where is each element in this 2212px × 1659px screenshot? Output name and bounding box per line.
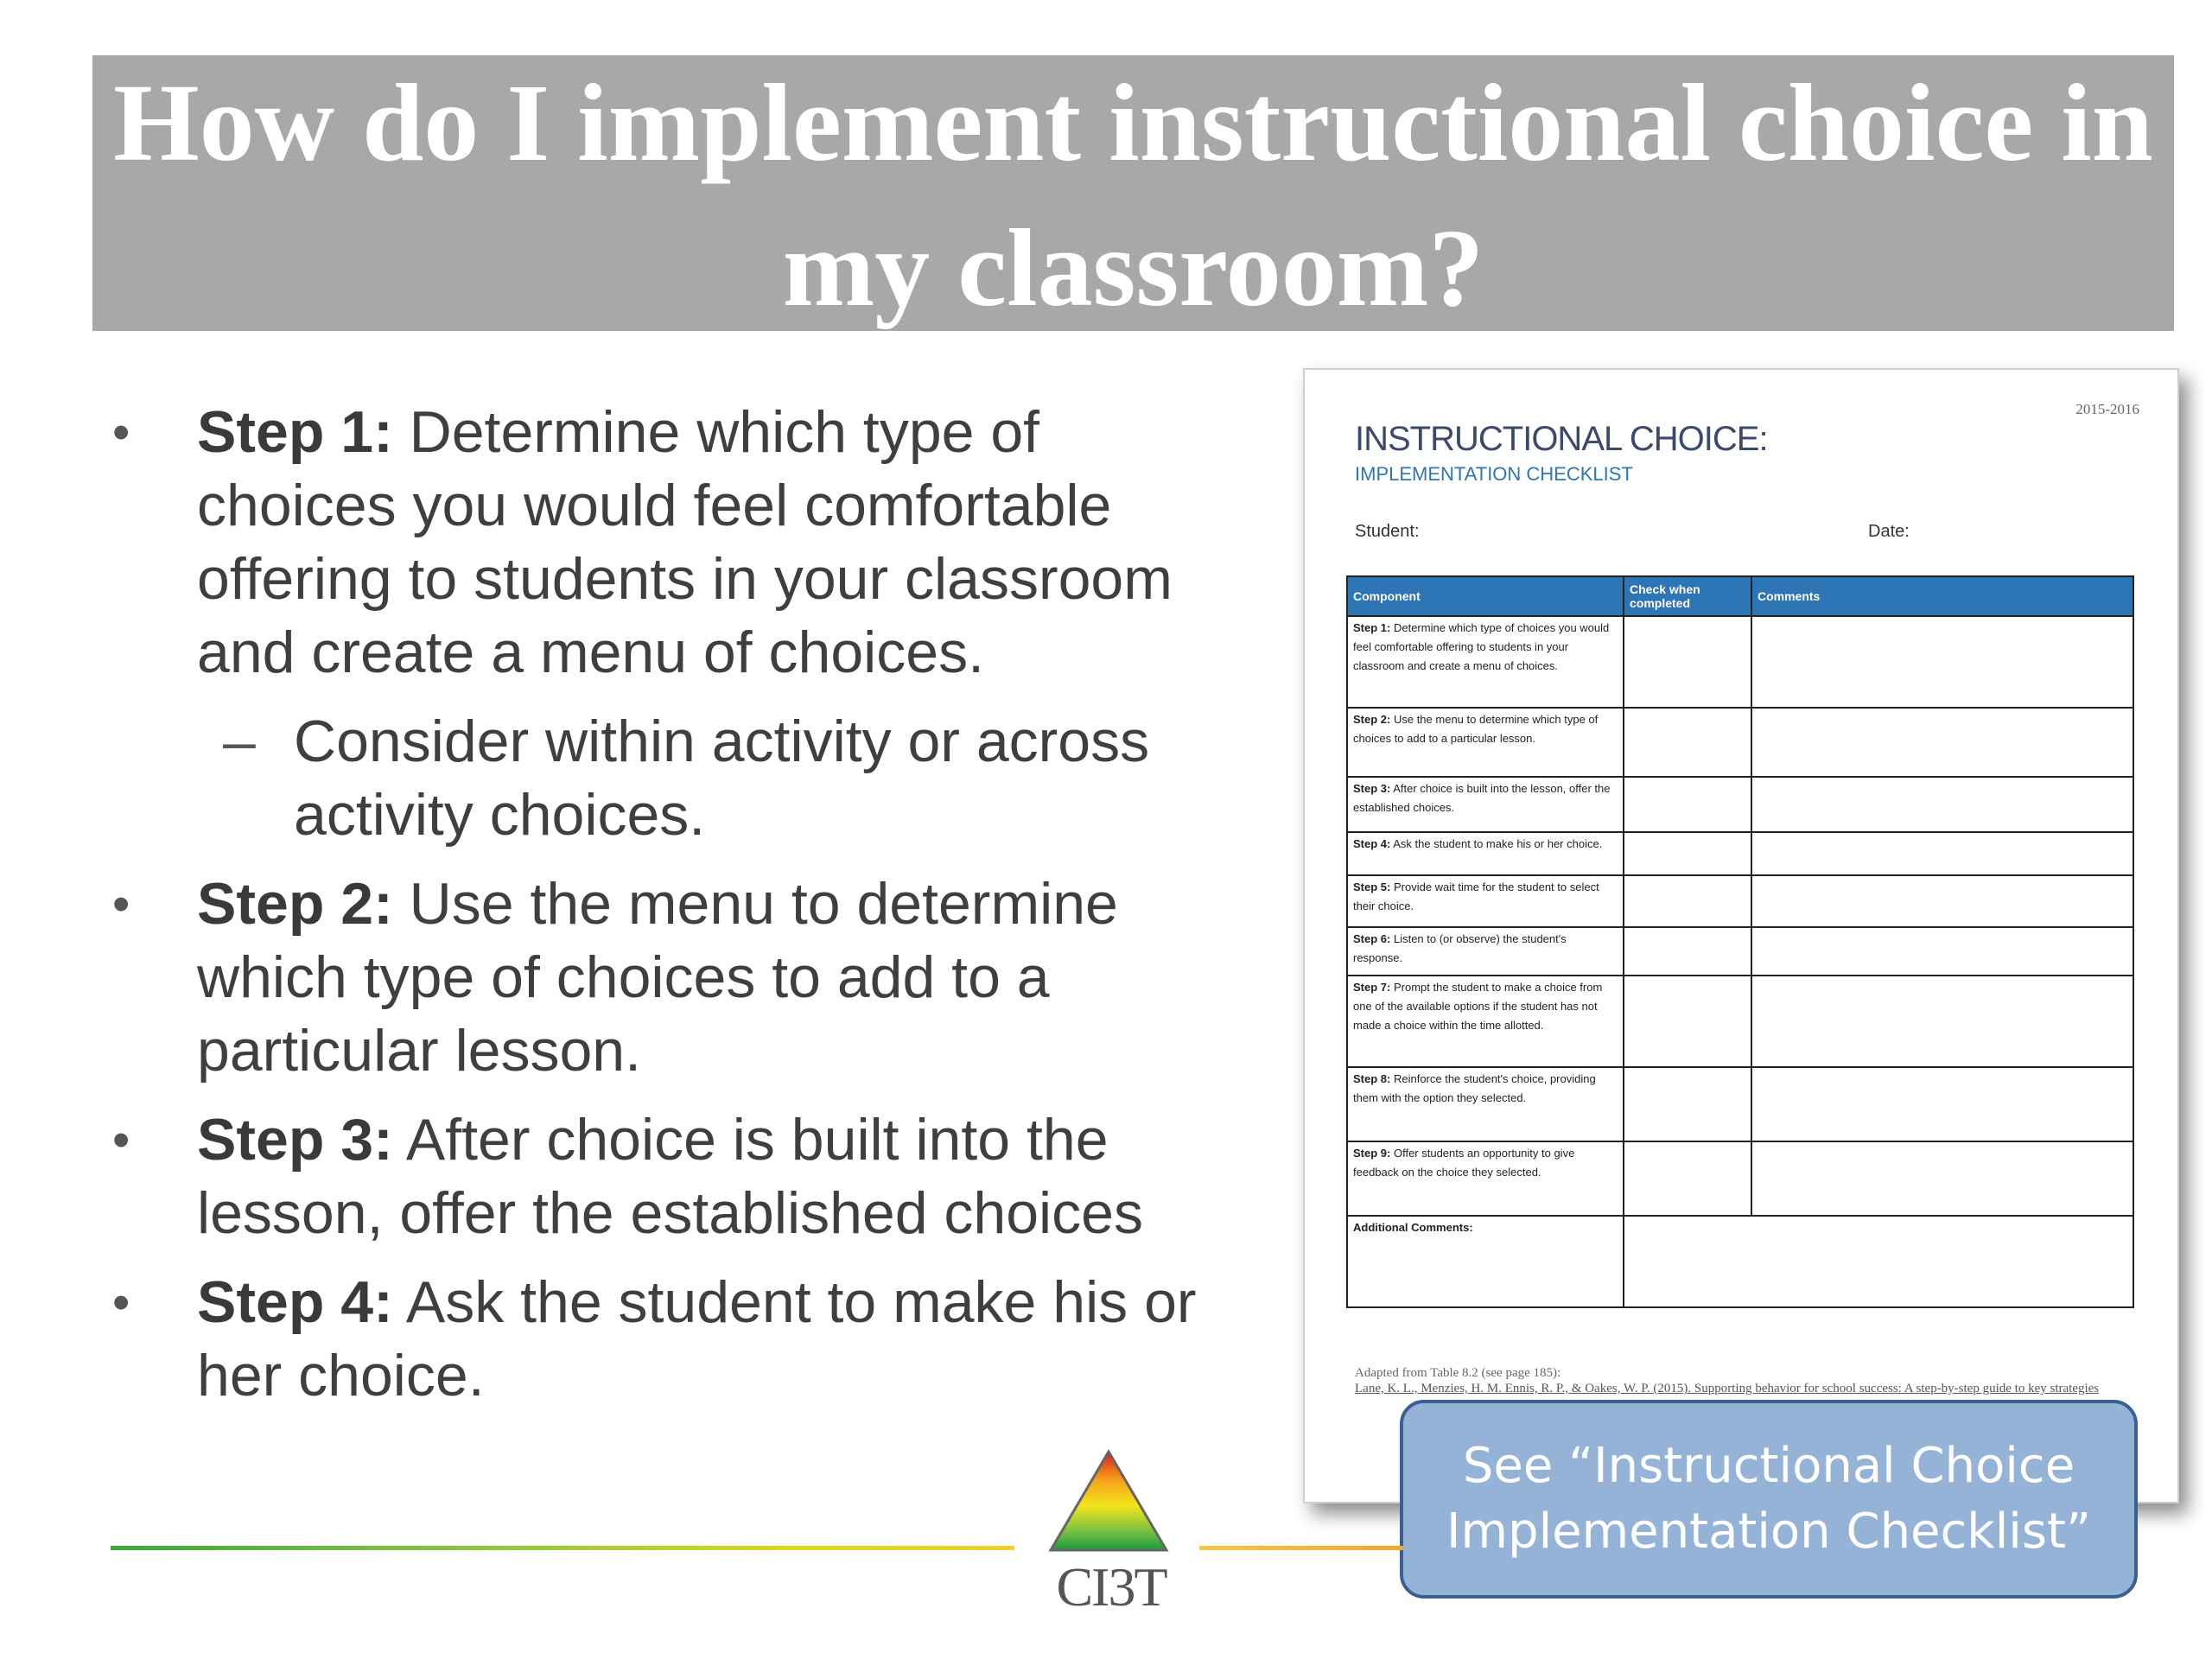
step-label: Step 7: [1353, 981, 1391, 994]
table-row [1347, 616, 2133, 708]
component-cell [1347, 777, 1624, 832]
check-cell[interactable] [1624, 875, 1751, 927]
footer-adapted-from: Adapted from Table 8.2 (see page 185): [1355, 1366, 1561, 1380]
step-label: Step 3: [1353, 782, 1391, 795]
bullet-step-text: Determine which type of choices you would feel comfortable offering to students in your classroom and create a menu of choices. [197, 399, 1173, 685]
component-cell [1347, 927, 1624, 976]
component-cell [1347, 616, 1624, 708]
comments-cell[interactable] [1751, 832, 2133, 875]
table-row [1347, 1141, 2133, 1216]
bullet-step-2 [104, 868, 1227, 1088]
check-cell[interactable] [1624, 708, 1751, 777]
bullet-step-label: Step 3: [197, 1107, 393, 1173]
sub-bullet-text: Consider within activity or across activity choices. [294, 709, 1150, 848]
check-cell[interactable] [1624, 1141, 1751, 1216]
bullet-list [104, 396, 1227, 1428]
table-row [1347, 927, 2133, 976]
check-cell[interactable] [1624, 832, 1751, 875]
footer-line-left [111, 1546, 1014, 1550]
student-label: Student: [1355, 522, 1420, 541]
component-cell [1347, 976, 1624, 1067]
component-cell [1347, 708, 1624, 777]
document-subtitle: IMPLEMENTATION CHECKLIST [1355, 463, 1633, 485]
table-row-additional-comments [1347, 1216, 2133, 1307]
step-text: Ask the student to make his or her choice. [1393, 837, 1603, 850]
column-header-comments: Comments [1751, 576, 2133, 616]
component-cell [1347, 1067, 1624, 1141]
table-row [1347, 976, 2133, 1067]
table-row [1347, 1067, 2133, 1141]
document-year: 2015-2016 [2075, 401, 2139, 417]
bullet-step-1 [104, 396, 1227, 690]
table-row [1347, 875, 2133, 927]
column-header-component: Component [1347, 576, 1624, 616]
footer-line-right [1199, 1546, 1403, 1550]
table-header-row [1347, 576, 2133, 616]
step-text: Use the menu to determine which type of choices to add to a particular lesson. [1353, 713, 1599, 745]
step-text: Listen to (or observe) the student's response. [1353, 932, 1567, 964]
dash-icon: – [223, 709, 256, 774]
ci3t-logo-text: CI3T [1056, 1556, 1166, 1618]
bullet-step-text: Use the menu to determine which type of choices to add to a particular lesson. [197, 871, 1118, 1084]
comments-cell[interactable] [1751, 616, 2133, 708]
comments-cell[interactable] [1751, 875, 2133, 927]
bullet-dot-icon: • [112, 1112, 130, 1168]
bullet-dot-icon: • [112, 404, 130, 461]
component-cell [1347, 875, 1624, 927]
check-cell[interactable] [1624, 777, 1751, 832]
callout-text: See “Instructional Choice Implementation Checklist” [1446, 1438, 2091, 1560]
comments-cell[interactable] [1751, 777, 2133, 832]
comments-cell[interactable] [1751, 927, 2133, 976]
table-row [1347, 708, 2133, 777]
bullet-step-label: Step 2: [197, 871, 393, 937]
sub-bullet-activity-choices [104, 705, 1227, 852]
step-label: Step 4: [1353, 837, 1391, 850]
bullet-step-text: Ask the student to make his or her choice. [197, 1269, 1197, 1408]
step-text: Reinforce the student's choice, providing them with the option they selected. [1353, 1072, 1596, 1104]
step-text: Determine which type of choices you would feel comfortable offering to students in your classroom and create a menu of choices. [1353, 621, 1610, 672]
bullet-dot-icon: • [112, 1274, 130, 1331]
bullet-step-4 [104, 1266, 1227, 1413]
bullet-step-3 [104, 1103, 1227, 1250]
comments-cell[interactable] [1751, 976, 2133, 1067]
step-text: Offer students an opportunity to give feedback on the choice they selected. [1353, 1147, 1575, 1179]
table-row [1347, 777, 2133, 832]
title-banner [92, 55, 2174, 331]
footer-citation: Lane, K. L., Menzies, H. M. Ennis, R. P., & Oakes, W. P. (2015). Supporting behavior for school success: A step-by-step guide to key strategies [1355, 1382, 2100, 1395]
bullet-step-label: Step 1: [197, 399, 393, 465]
checklist-callout [1400, 1400, 2138, 1599]
step-label: Step 9: [1353, 1147, 1391, 1160]
step-text: Provide wait time for the student to select their choice. [1353, 880, 1599, 912]
step-label: Step 6: [1353, 932, 1391, 945]
additional-comments-label [1347, 1216, 1624, 1307]
step-label: Step 8: [1353, 1072, 1391, 1085]
date-label: Date: [1868, 522, 1910, 541]
check-cell[interactable] [1624, 927, 1751, 976]
check-cell[interactable] [1624, 616, 1751, 708]
column-header-check: Check when completed [1624, 576, 1751, 616]
step-text: After choice is built into the lesson, offer the established choices. [1353, 782, 1611, 814]
slide-title: How do I implement instructional choice in my classroom? [113, 60, 2153, 329]
check-cell[interactable] [1624, 976, 1751, 1067]
bullet-dot-icon: • [112, 876, 130, 932]
document-title: INSTRUCTIONAL CHOICE: [1355, 420, 1768, 458]
comments-cell[interactable] [1751, 1067, 2133, 1141]
step-text: Prompt the student to make a choice from one of the available options if the student has not made a choice within the time allotted. [1353, 981, 1603, 1032]
document-footer [1355, 1365, 2133, 1396]
step-label: Step 2: [1353, 713, 1391, 726]
additional-comments-text: Additional Comments: [1353, 1221, 1473, 1234]
step-label: Step 5: [1353, 880, 1391, 893]
step-label: Step 1: [1353, 621, 1391, 634]
check-cell[interactable] [1624, 1067, 1751, 1141]
additional-comments-cell[interactable] [1624, 1216, 2133, 1307]
checklist-document-preview [1303, 368, 2179, 1503]
bullet-step-text: After choice is built into the lesson, offer the established choices [197, 1107, 1143, 1246]
component-cell [1347, 832, 1624, 875]
comments-cell[interactable] [1751, 708, 2133, 777]
comments-cell[interactable] [1751, 1141, 2133, 1216]
bullet-step-label: Step 4: [197, 1269, 393, 1335]
table-row [1347, 832, 2133, 875]
component-cell [1347, 1141, 1624, 1216]
checklist-table [1346, 575, 2134, 1308]
